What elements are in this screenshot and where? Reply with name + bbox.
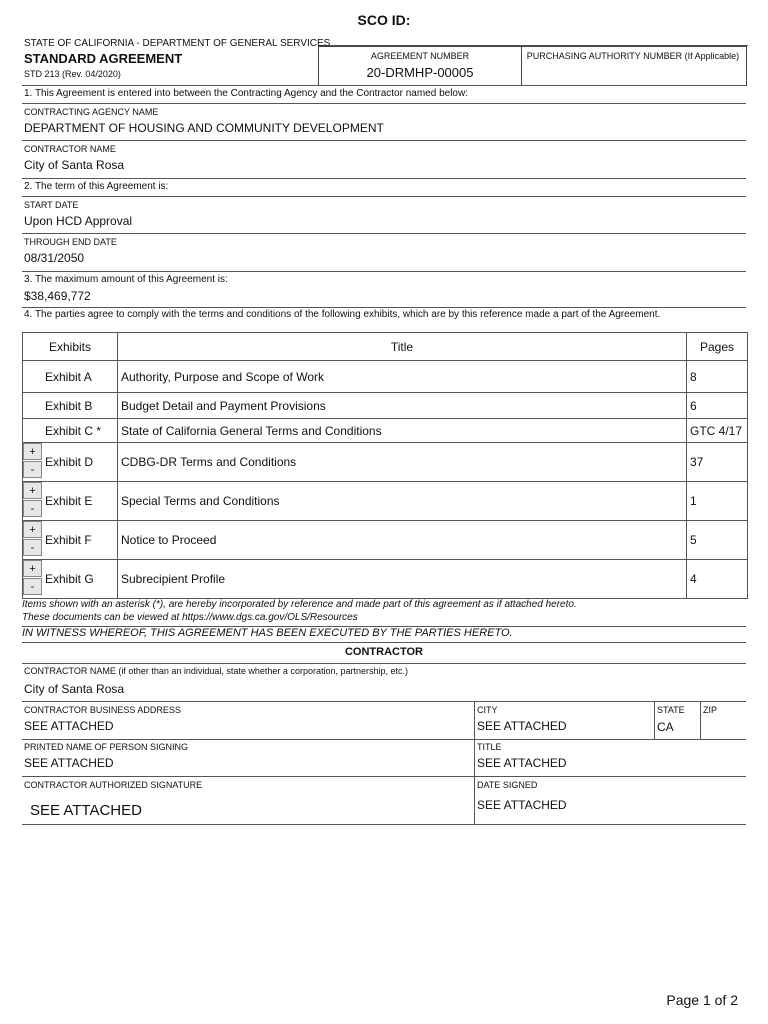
title-label: TITLE [477,742,502,752]
col-pages-header: Pages [687,333,748,361]
remove-row-button[interactable]: - [23,578,42,595]
add-row-button[interactable]: + [23,482,42,499]
agreement-number-value: 20-DRMHP-00005 [366,65,474,80]
divider [22,233,746,234]
start-date-value[interactable]: Upon HCD Approval [24,214,133,228]
exhibit-pages-cell[interactable]: 1 [687,482,748,521]
add-row-button[interactable]: + [23,443,42,460]
exhibits-table [22,332,748,599]
divider [22,701,746,702]
section1-statement: 1. This Agreement is entered into between the Contracting Agency and the Contractor named below: [24,88,468,99]
agency-value[interactable]: DEPARTMENT OF HOUSING AND COMMUNITY DEVELOPMENT [24,121,384,135]
exhibit-title-cell[interactable]: Authority, Purpose and Scope of Work [118,361,687,393]
divider [22,739,746,740]
purchasing-authority-box[interactable] [520,46,747,86]
table-row [23,521,748,560]
exhibit-title-cell[interactable]: CDBG-DR Terms and Conditions [118,443,687,482]
exhibit-pages-cell[interactable]: 8 [687,361,748,393]
title-value[interactable]: SEE ATTACHED [477,756,567,770]
asterisk-note: Items shown with an asterisk (*), are hereby incorporated by reference and made part of this agreement as if attached hereto. [22,599,577,610]
exhibit-pages-cell[interactable]: 4 [687,560,748,599]
divider [22,178,746,179]
exhibit-pages-cell[interactable]: GTC 4/17 [687,419,748,443]
start-date-label: START DATE [24,200,79,210]
exhibit-pages-cell[interactable]: 6 [687,393,748,419]
purchasing-authority-label: PURCHASING AUTHORITY NUMBER (If Applicable) [526,51,740,61]
agreement-number-label: AGREEMENT NUMBER [370,51,470,61]
add-row-button[interactable]: + [23,560,42,577]
exhibit-title-cell[interactable]: Notice to Proceed [118,521,687,560]
zip-label: ZIP [703,705,718,715]
state-value[interactable]: CA [657,720,674,734]
section2-statement: 2. The term of this Agreement is: [24,181,169,192]
table-row [23,361,748,393]
exhibit-pages-cell[interactable]: 37 [687,443,748,482]
divider [22,307,746,308]
divider [22,824,746,825]
contractor-value[interactable]: City of Santa Rosa [24,158,125,172]
signature-value[interactable]: SEE ATTACHED [30,802,142,819]
documents-note: These documents can be viewed at https://www.dgs.ca.gov/OLS/Resources [22,612,358,623]
printed-name-label: PRINTED NAME OF PERSON SIGNING [24,742,189,752]
add-row-button[interactable]: + [23,521,42,538]
divider [22,140,746,141]
end-date-label: THROUGH END DATE [24,237,117,247]
city-label: CITY [477,705,498,715]
exhibit-pages-cell[interactable]: 5 [687,521,748,560]
divider [700,701,701,739]
exhibit-cell[interactable]: Exhibit C * [23,419,118,443]
divider [22,85,746,86]
exhibit-cell[interactable]: Exhibit D [23,443,118,482]
form-title: STANDARD AGREEMENT [24,51,183,66]
max-amount-value[interactable]: $38,469,772 [24,289,91,303]
end-date-value[interactable]: 08/31/2050 [24,251,85,265]
contractor-label: CONTRACTOR NAME [24,144,116,154]
witness-statement: IN WITNESS WHEREOF, THIS AGREEMENT HAS BEEN EXECUTED BY THE PARTIES HERETO. [22,627,513,639]
divider [22,271,746,272]
date-signed-value[interactable]: SEE ATTACHED [477,798,567,812]
remove-row-button[interactable]: - [23,461,42,478]
exhibit-cell[interactable]: Exhibit A [23,361,118,393]
table-row [23,443,748,482]
state-label: STATE [657,705,685,715]
remove-row-button[interactable]: - [23,539,42,556]
divider [22,103,746,104]
remove-row-button[interactable]: - [23,500,42,517]
exhibits-header-row [23,333,748,361]
section4-statement: 4. The parties agree to comply with the terms and conditions of the following exhibits, which are by this reference made a part of the Agreement. [24,309,661,320]
divider [22,776,746,777]
table-row [23,419,748,443]
contractor-name-value[interactable]: City of Santa Rosa [24,682,125,696]
exhibit-cell[interactable]: Exhibit B [23,393,118,419]
table-row [23,482,748,521]
exhibit-title-cell[interactable]: Subrecipient Profile [118,560,687,599]
exhibit-cell[interactable]: Exhibit E [23,482,118,521]
signature-label: CONTRACTOR AUTHORIZED SIGNATURE [24,780,203,790]
form-number: STD 213 (Rev. 04/2020) [24,69,121,79]
business-address-label: CONTRACTOR BUSINESS ADDRESS [24,705,181,715]
page-number: Page 1 of 2 [666,992,738,1008]
exhibit-title-cell[interactable]: Budget Detail and Payment Provisions [118,393,687,419]
divider [22,196,746,197]
divider [654,701,655,739]
col-exhibits-header: Exhibits [23,333,118,361]
contractor-heading: CONTRACTOR [344,646,423,658]
divider [474,701,475,824]
sco-id-label: SCO ID: [357,12,411,28]
agreement-number-box[interactable] [318,46,522,86]
exhibit-cell[interactable]: Exhibit G [23,560,118,599]
city-value[interactable]: SEE ATTACHED [477,719,567,733]
exhibit-cell[interactable]: Exhibit F [23,521,118,560]
exhibit-title-cell[interactable]: Special Terms and Conditions [118,482,687,521]
section3-statement: 3. The maximum amount of this Agreement is: [24,274,228,285]
date-signed-label: DATE SIGNED [477,780,538,790]
business-address-value[interactable]: SEE ATTACHED [24,719,114,733]
divider [22,642,746,643]
contractor-name-label: CONTRACTOR NAME (if other than an individual, state whether a corporation, partnership, etc.) [24,666,408,676]
table-row [23,393,748,419]
exhibit-title-cell[interactable]: State of California General Terms and Conditions [118,419,687,443]
agency-label: CONTRACTING AGENCY NAME [24,107,159,117]
printed-name-value[interactable]: SEE ATTACHED [24,756,114,770]
department-name: STATE OF CALIFORNIA - DEPARTMENT OF GENERAL SERVICES [24,38,331,49]
table-row [23,560,748,599]
divider [22,663,746,664]
col-title-header: Title [118,333,687,361]
